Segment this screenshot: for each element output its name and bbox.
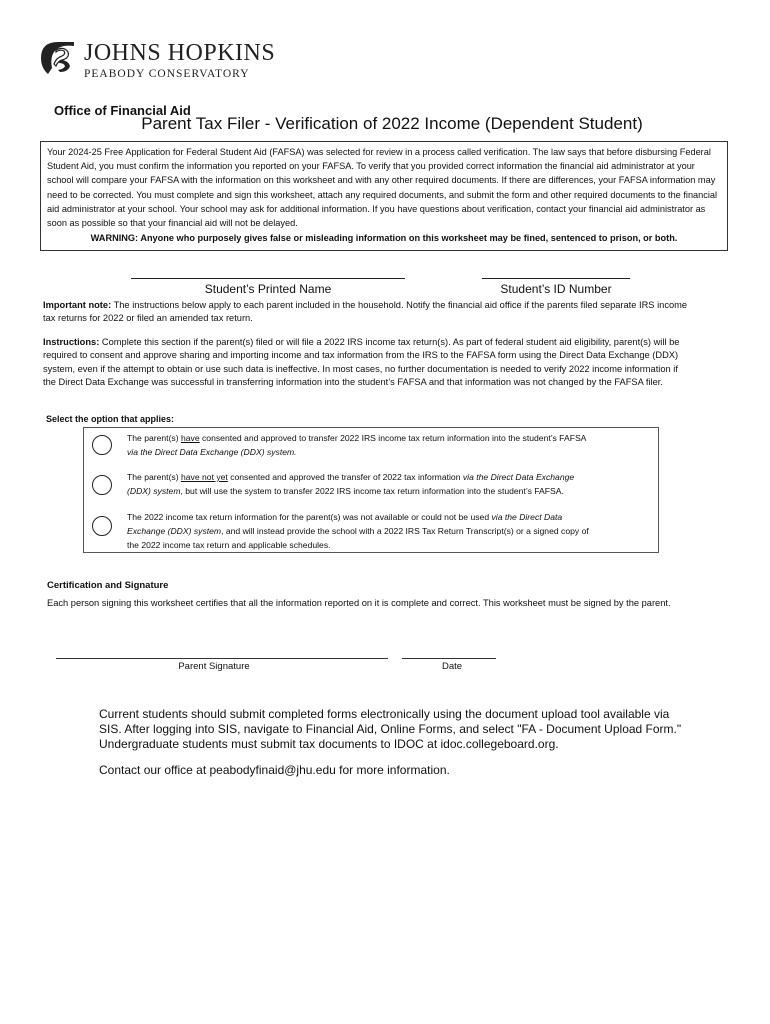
student-name-line[interactable] bbox=[131, 278, 405, 279]
office-name: Office of Financial Aid bbox=[54, 103, 191, 118]
date-label: Date bbox=[441, 661, 463, 672]
option-2-part-b: consented and approved the transfer of 2022 tax information bbox=[227, 472, 463, 482]
parent-signature-line[interactable] bbox=[56, 658, 388, 659]
intro-text: Your 2024-25 Free Application for Federal Student Aid (FAFSA) was selected for review in a process called verification. The law says that before disbursing Federal Student Aid, you must confirm the information you reported on your FAFSA. To verify that you provided correct information the financial aid administrator at your school will compare your FAFSA with the information on this worksheet and with any other required documents. If there are differences, your FAFSA information may need to be corrected. You must complete and sign this worksheet, attach any required documents, and submit the form and other required documents to the financial aid administrator at your school. Your school may ask for additional information. If you have questions about verification, contact your financial aid administrator as soon as possible so that your financial aid will not be delayed. bbox=[47, 147, 718, 229]
institution-name: JOHNS HOPKINS bbox=[84, 40, 276, 66]
date-line[interactable] bbox=[402, 658, 496, 659]
option-3-radio[interactable] bbox=[92, 516, 112, 536]
instructions bbox=[43, 336, 693, 389]
submission-instructions: Current students should submit completed forms electronically using the document upload tool available via SIS. After logging into SIS, navigate to Financial Aid, Online Forms, and select "FA - Document Upload Form." Undergraduate students must submit tax documents to IDOC at idoc.collegeboard.org. bbox=[99, 707, 682, 751]
option-2-part-a: The parent(s) bbox=[127, 472, 181, 482]
option-2-part-c: , but will use the system to transfer 2022 IRS income tax return information into the student’s FAFSA. bbox=[180, 486, 564, 496]
option-1-text bbox=[127, 431, 597, 459]
option-3-part-b: , and will instead provide the school with a 2022 IRS Tax Return Transcript(s) or a signed copy of the 2022 income tax return and applicable schedules. bbox=[127, 526, 589, 550]
student-name-label: Student’s Printed Name bbox=[204, 282, 332, 296]
option-1-underline: have bbox=[180, 433, 200, 443]
option-3-text bbox=[127, 510, 597, 552]
school-name: PEABODY CONSERVATORY bbox=[84, 68, 250, 80]
option-2-underline: have not yet bbox=[180, 472, 228, 482]
certification-heading: Certification and Signature bbox=[47, 580, 169, 591]
important-note-lead: Important note: bbox=[43, 300, 112, 310]
important-note bbox=[43, 299, 693, 326]
select-option-label: Select the option that applies: bbox=[46, 414, 175, 424]
option-1-part-a: The parent(s) bbox=[127, 433, 181, 443]
student-id-line[interactable] bbox=[482, 278, 630, 279]
document-title: Parent Tax Filer - Verification of 2022 Income (Dependent Student) bbox=[141, 114, 643, 133]
option-2-radio[interactable] bbox=[92, 475, 112, 495]
instructions-text: Complete this section if the parent(s) filed or will file a 2022 IRS income tax return(s). As part of federal student aid eligibility, parent(s) will be required to consent and approve sharing and importing income and tax information from the IRS to the FAFSA form using the Direct Data Exchange (DDX) system, even if the attempt to obtain or use such data is ineffective. In most cases, no further documentation is needed to verify 2022 income information if the Direct Data Exchange was successful in transferring information into the student’s FAFSA and that information was not changed by the FAFSA filer. bbox=[43, 337, 680, 387]
instructions-lead: Instructions: bbox=[43, 337, 100, 347]
option-1-italic: via the Direct Data Exchange (DDX) system. bbox=[127, 447, 297, 457]
important-note-text: The instructions below apply to each parent included in the household. Notify the financial aid office if the parents filed separate IRS income tax returns for 2022 or filed an amended tax return. bbox=[43, 300, 688, 324]
intro-box bbox=[40, 141, 728, 251]
institution-logo bbox=[38, 38, 276, 88]
warning-text: WARNING: Anyone who purposely gives false or misleading information on this worksheet may be fined, sentenced to prison, or both. bbox=[90, 233, 678, 244]
contact-info: Contact our office at peabodyfinaid@jhu.edu for more information. bbox=[99, 763, 450, 777]
option-2-italic: via the Direct Data Exchange (DDX) system bbox=[127, 472, 575, 496]
option-1-part-b: consented and approved to transfer 2022 IRS income tax return information into the student’s FAFSA bbox=[199, 433, 586, 443]
option-3-part-a: The 2022 income tax return information for the parent(s) was not available or could not be used bbox=[127, 512, 492, 522]
option-2-text bbox=[127, 470, 597, 498]
option-3-italic: via the Direct Data Exchange (DDX) system bbox=[127, 512, 563, 536]
certification-text: Each person signing this worksheet certifies that all the information reported on it is complete and correct. This worksheet must be signed by the parent. bbox=[47, 598, 671, 608]
university-seal-icon bbox=[38, 38, 78, 78]
option-1-radio[interactable] bbox=[92, 435, 112, 455]
student-id-label: Student’s ID Number bbox=[500, 282, 612, 296]
parent-signature-label: Parent Signature bbox=[178, 661, 250, 672]
